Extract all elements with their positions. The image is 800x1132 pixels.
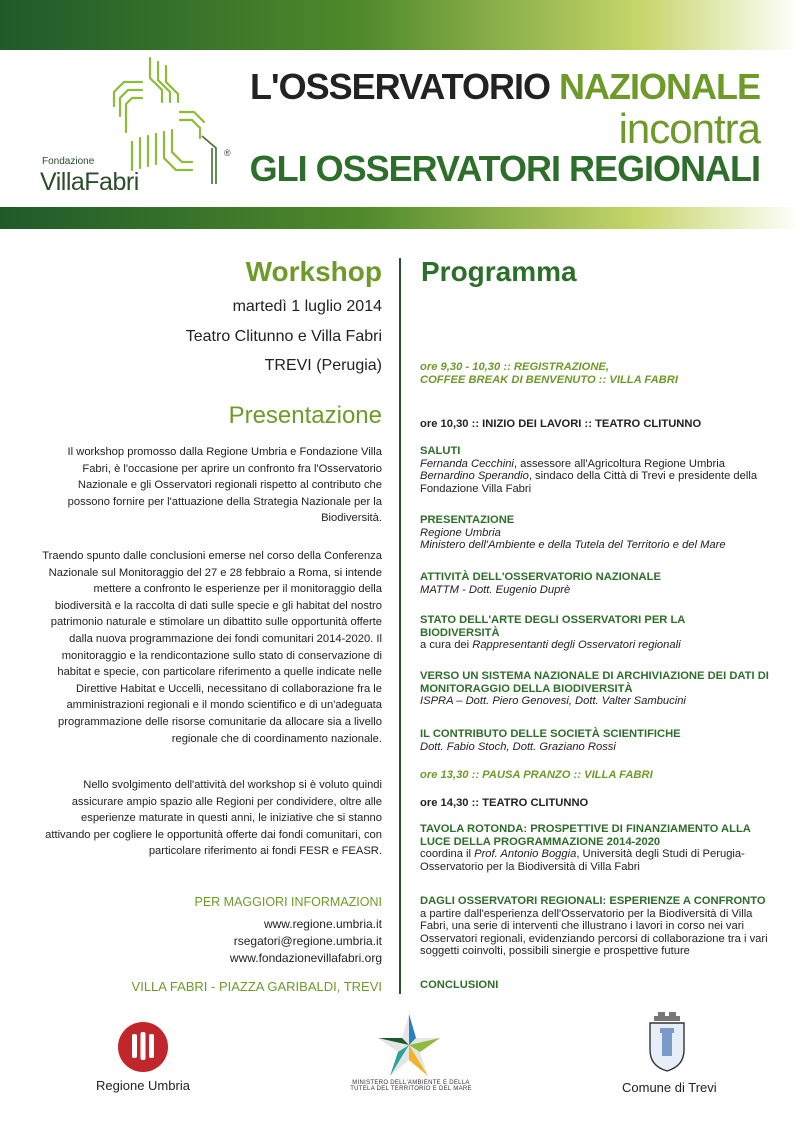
prog-attivita: [420, 571, 782, 596]
workshop-place: Teatro Clitunno e Villa Fabri: [185, 328, 382, 345]
prog-stato: [420, 614, 782, 652]
regione-umbria-logo-icon: [118, 1022, 168, 1072]
presentazione-paragraph-2: Traendo spunto dalle conclusioni emerse nel corso della Conferenza Nazionale sul Monitoraggio del 27 e 28 febbraio a Roma, si intende mettere a confronto le esperienze per il monitoraggio della biodiversità e la raccolta di dati sulle specie e gli habitat del nostro patrimonio naturale e stimolare un dibattito sulle opportunità offerte dalla nuova programmazione dei fondi comunitari 2014-2020. Il monitoraggio e la rendicontazione sullo stato di conservazione di habitat e specie, con particolare riferimento a quelle indicate nelle Direttive Habitat e Uccelli, necessitano di collaborazione fra le amministrazioni regionali e il mondo scientifico e di un'adeguata programmazione delle risorse comunitarie da allocare sia a livello regionale che di coordinamento nazionale.: [42, 550, 382, 745]
workshop-title: Workshop: [245, 256, 382, 287]
prog-dagli-head: DAGLI OSSERVATORI REGIONALI: ESPERIENZE A CONFRONTO: [420, 895, 766, 907]
registered-mark: ®: [224, 148, 231, 158]
comune-trevi-crest-icon: [646, 1010, 688, 1072]
prog-registrazione-line-1: ore 9,30 - 10,30 :: REGISTRAZIONE,: [420, 361, 609, 373]
prog-attivita-1: MATTM - Dott. Eugenio Duprè: [420, 583, 571, 596]
header-gradient-band: [0, 0, 800, 50]
presentazione-paragraph-3: Nello svolgimento dell'attività del workshop si è voluto quindi assicurare ampio spazio alle Regioni per condividere, oltre alle esperienze maturate in questi anni, le iniziative che si stanno attivando per cogliere le opportunità offerte dai fondi comunitari, con particolare riferimento ai fondi FESR e FEASR.: [45, 779, 382, 858]
ministero-ambiente-label: MINISTERO DELL'AMBIENTE E DELLA TUTELA DEL TERRITORIO E DEL MARE: [350, 1080, 472, 1092]
prog-registrazione: [420, 361, 782, 386]
programma-title: Programma: [421, 256, 577, 287]
column-divider: [399, 258, 401, 994]
prog-inizio: ore 10,30 :: INIZIO DEI LAVORI :: TEATRO CLITUNNO: [420, 418, 702, 430]
prog-verso-head: VERSO UN SISTEMA NAZIONALE DI ARCHIVIAZIONE DEI DATI DI MONITORAGGIO DELLA BIODIVERSITÀ: [420, 670, 769, 695]
info-website-regione[interactable]: www.regione.umbria.it: [263, 917, 382, 931]
title-part-2: NAZIONALE: [559, 66, 760, 107]
prog-tavola-head: TAVOLA ROTONDA: PROSPETTIVE DI FINANZIAMENTO ALLA LUCE DELLA PROGRAMMAZIONE 2014-2020: [420, 823, 751, 848]
title-line-3: GLI OSSERVATORI REGIONALI: [249, 148, 760, 189]
logo-villafabri-text: VillaFabri: [40, 168, 139, 196]
workshop-date: martedì 1 luglio 2014: [232, 298, 382, 315]
prog-tavola-it: Prof. Antonio Boggia: [474, 848, 577, 861]
prog-saluti: [420, 445, 782, 495]
prog-presentazione: [420, 514, 782, 552]
prog-contributo-head: IL CONTRIBUTO DELLE SOCIETÀ SCIENTIFICHE: [420, 728, 681, 740]
prog-tavola-pre: coordina il: [420, 848, 475, 861]
prog-saluti-1-name: Fernanda Cecchini: [420, 457, 514, 470]
prog-tavola-post: , Università degli Studi di Perugia-Osservatorio per la Biodiversità di Villa Fabri: [420, 848, 745, 873]
prog-presentazione-head: PRESENTAZIONE: [420, 514, 515, 526]
prog-tavola: [420, 823, 782, 873]
prog-verso-1: ISPRA – Dott. Piero Genovesi, Dott. Valter Sambucini: [420, 695, 686, 708]
prog-presentazione-1: Regione Umbria: [420, 526, 501, 539]
comune-trevi-label: Comune di Trevi: [622, 1080, 717, 1095]
regione-umbria-label: Regione Umbria: [96, 1078, 190, 1093]
prog-dagli: [420, 895, 782, 958]
prog-contributo: [420, 728, 782, 753]
info-email[interactable]: rsegatori@regione.umbria.it: [233, 934, 382, 948]
prog-registrazione-line-2: COFFEE BREAK DI BENVENUTO :: VILLA FABRI: [420, 373, 678, 386]
divider-gradient-band: [0, 207, 800, 229]
info-website-fondazione[interactable]: www.fondazionevillafabri.org: [229, 951, 382, 965]
presentazione-paragraph-1: Il workshop promosso dalla Regione Umbria e Fondazione Villa Fabri, è l'occasione per aprire un confronto fra l'Osservatorio Nazionale e gli Osservatori regionali rispetto al contributo che possono fornire per l'attuazione della Strategia Nazionale per la Biodiversità.: [67, 446, 382, 525]
prog-saluti-1-role: , assessore all'Agricoltura Regione Umbria: [513, 457, 725, 470]
prog-saluti-2-role: , sindaco della Città di Trevi e presidente della Fondazione Villa Fabri: [420, 470, 758, 495]
prog-dagli-text: a partire dall'esperienza dell'Osservatorio per la Biodiversità di Villa Fabri, una serie di interventi che illustrano i lavori in corso nei vari Osservatori regionali, evidenziando percorsi di collaborazione tra i vari soggetti coinvolti, possibili sinergie e prospettive future: [420, 907, 768, 958]
title-part-1: L'OSSERVATORIO: [250, 66, 559, 107]
prog-saluti-2-name: Bernardino Sperandio: [420, 470, 529, 483]
prog-pranzo: ore 13,30 :: PAUSA PRANZO :: VILLA FABRI: [420, 769, 653, 781]
prog-saluti-head: SALUTI: [420, 445, 461, 457]
prog-verso: [420, 670, 782, 708]
info-title: PER MAGGIORI INFORMAZIONI: [194, 895, 382, 909]
workshop-city: TREVI (Perugia): [264, 357, 382, 374]
title-line-2: incontra: [618, 105, 760, 152]
title-line-1: [240, 66, 760, 108]
prog-conclusioni: CONCLUSIONI: [420, 979, 499, 991]
prog-stato-it: Rappresentanti degli Osservatori regionali: [472, 639, 681, 652]
ministero-ambiente-logo-icon: [374, 1012, 444, 1078]
prog-attivita-head: ATTIVITÀ DELL'OSSERVATORIO NAZIONALE: [420, 571, 661, 583]
presentazione-title: Presentazione: [228, 402, 382, 429]
prog-stato-pre: a cura dei: [420, 639, 473, 652]
prog-pomeriggio: ore 14,30 :: TEATRO CLITUNNO: [420, 797, 589, 809]
prog-stato-head: STATO DELL'ARTE DEGLI OSSERVATORI PER LA BIODIVERSITÀ: [420, 614, 685, 639]
info-address: VILLA FABRI - PIAZZA GARIBALDI, TREVI: [131, 979, 382, 994]
logo-fondazione-text: Fondazione: [42, 156, 95, 167]
prog-presentazione-2: Ministero dell'Ambiente e della Tutela del Territorio e del Mare: [420, 539, 726, 552]
prog-contributo-1: Dott. Fabio Stoch, Dott. Graziano Rossi: [420, 740, 616, 753]
